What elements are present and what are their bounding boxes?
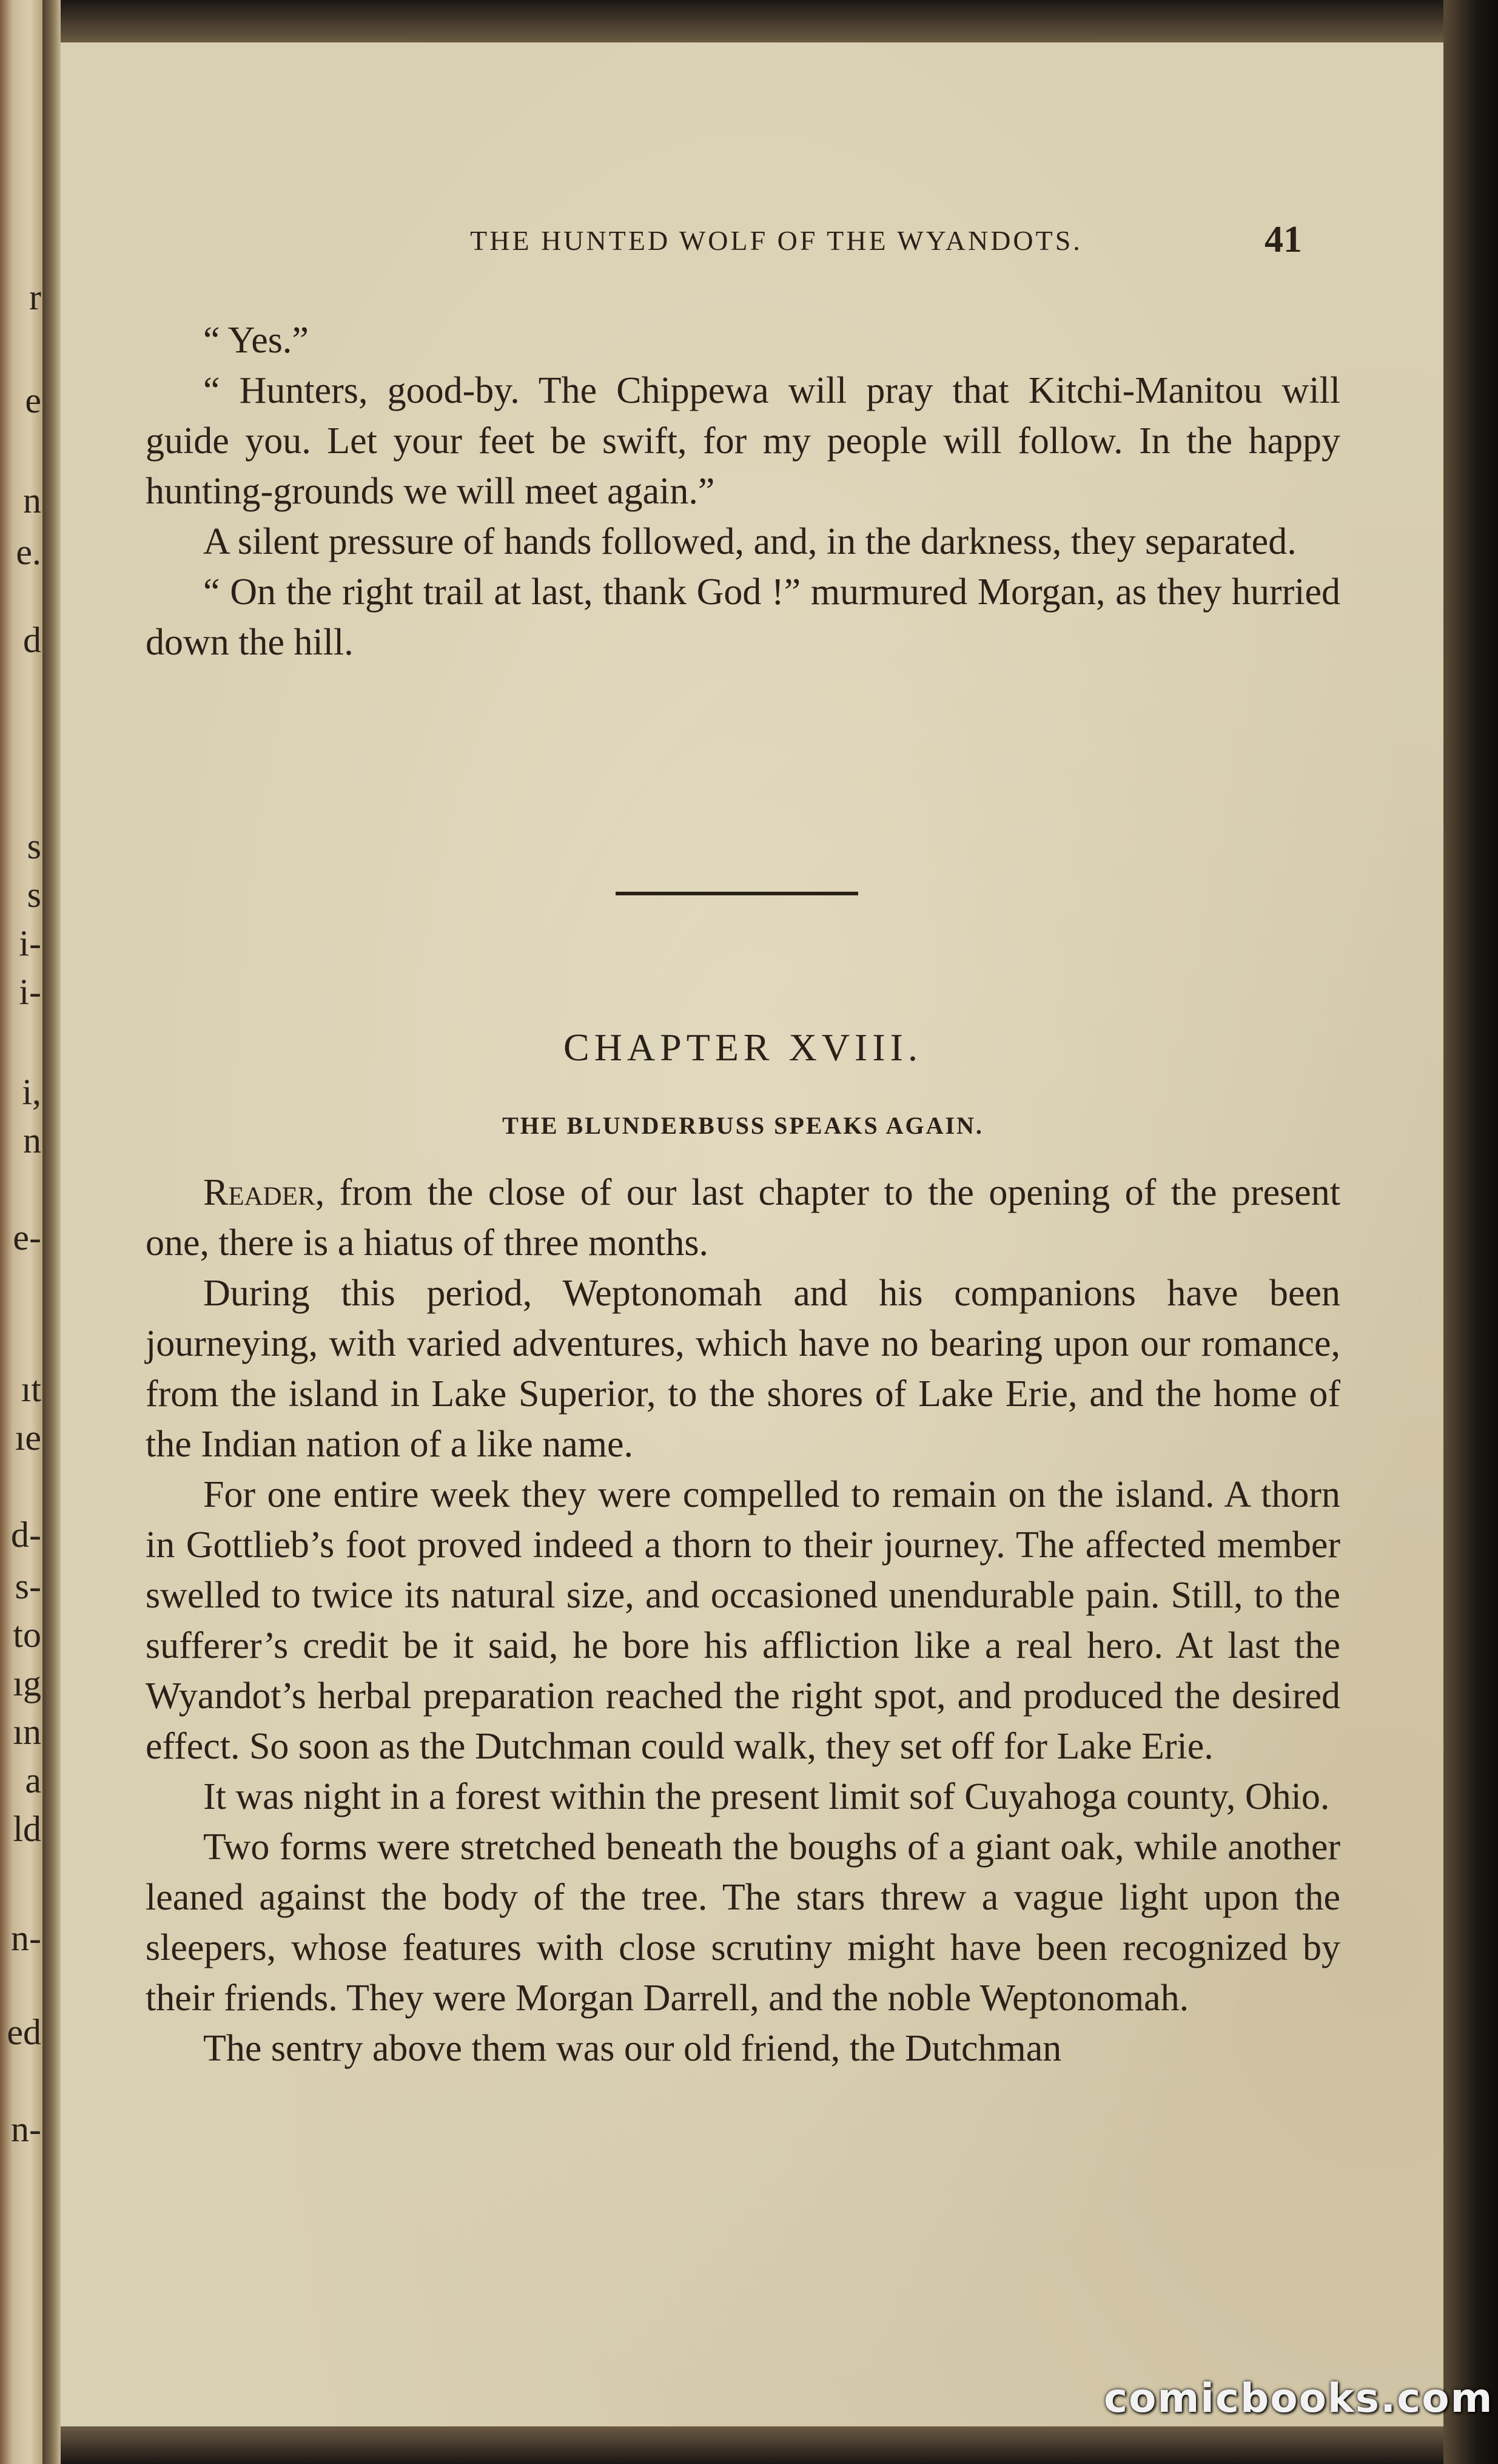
paragraph: “ On the right trail at last, thank God !” murmured Morgan, as they hurried down the hill. <box>146 571 1340 663</box>
bottom-edge <box>61 2426 1443 2464</box>
paragraph: The sentry above them was our old friend, the Dutchman <box>203 2028 1062 2069</box>
prev-page-fragment: to <box>13 1615 41 1655</box>
book-page <box>61 42 1443 2426</box>
chapter-text-block <box>146 1168 1340 2074</box>
prev-page-fragment: i- <box>19 972 41 1012</box>
prev-page-fragment: s <box>27 826 41 866</box>
opening-word: Reader <box>203 1172 315 1213</box>
prev-page-fragment: n- <box>11 2109 41 2149</box>
prev-page-fragment: ıg <box>13 1663 41 1703</box>
paragraph-text: , from the close of our last chapter to the opening of the present one, there is a hiatus of three months. <box>146 1172 1340 1264</box>
prev-page-fragment: ed <box>7 2012 41 2052</box>
right-edge <box>1443 0 1498 2464</box>
prev-page-fragment: ın <box>13 1712 41 1752</box>
paragraph: A silent pressure of hands followed, and, in the darkness, they separated. <box>203 521 1297 562</box>
paragraph: During this period, Weptonomah and his companions have been journeying, with varied adventures, which have no bearing upon our romance, from the island in Lake Superior, to the shores of Lake Erie, and the home of the Indian nation of a like name. <box>146 1273 1340 1465</box>
chapter-subtitle: THE BLUNDERBUSS SPEAKS AGAIN. <box>502 1112 984 1139</box>
prev-page-fragment: n <box>23 1120 41 1160</box>
prev-page-fragment: e <box>25 380 41 420</box>
page-number: 41 <box>1265 219 1302 260</box>
paragraph: “ Hunters, good-by. The Chippewa will pray that Kitchi-Manitou will guide you. Let your feet be swift, for my people will follow. In the happy hunting-grounds we will meet again.” <box>146 370 1340 512</box>
paragraph: For one entire week they were compelled to remain on the island. A thorn in Gottlieb’s foot proved indeed a thorn to their journey. The affected member swelled to twice its natural size, and occasioned unendurable pain. Still, to the sufferer’s credit be it said, he bore his affliction like a real hero. At last the Wyandot’s herbal preparation reached the right spot, and produced the desired effect. So soon as the Dutchman could walk, they set off for Lake Erie. <box>146 1474 1340 1767</box>
paragraph <box>146 1168 1340 1268</box>
prev-page-fragment: ıe <box>15 1418 41 1458</box>
previous-page-edge <box>0 0 42 2464</box>
prev-page-fragment: s <box>27 875 41 915</box>
prev-page-fragment: a <box>25 1760 41 1800</box>
paragraph: Two forms were stretched beneath the boughs of a giant oak, while another leaned against the body of the tree. The stars threw a vague light upon the sleepers, whose features with close scrutiny might have been recognized by their friends. They were Morgan Darrell, and the noble Weptonomah. <box>146 1826 1340 2019</box>
paragraph: It was night in a forest within the present limit sof Cuyahoga county, Ohio. <box>203 1776 1330 1817</box>
prev-page-fragment: ıt <box>21 1369 41 1409</box>
prev-page-fragment: s- <box>15 1566 41 1606</box>
chapter-title: CHAPTER XVIII. <box>563 1026 922 1069</box>
prev-page-fragment: e- <box>13 1217 41 1257</box>
top-text-block <box>146 315 1340 668</box>
prev-page-fragment: i- <box>19 923 41 963</box>
book-gutter <box>42 0 61 2464</box>
section-divider-rule <box>616 892 858 895</box>
top-edge <box>61 0 1443 42</box>
prev-page-fragment: d- <box>11 1515 41 1555</box>
site-watermark: comicbooks.com <box>1104 2375 1494 2422</box>
prev-page-fragment: n- <box>11 1918 41 1958</box>
running-head: THE HUNTED WOLF OF THE WYANDOTS. <box>470 225 1083 256</box>
prev-page-fragment: n <box>23 480 41 520</box>
prev-page-fragment: d <box>23 620 41 660</box>
paragraph: “ Yes.” <box>203 320 309 361</box>
prev-page-fragment: r <box>29 277 41 317</box>
prev-page-fragment: i, <box>22 1072 41 1112</box>
prev-page-fragment: e. <box>16 532 41 572</box>
prev-page-fragment: ld <box>13 1809 41 1849</box>
